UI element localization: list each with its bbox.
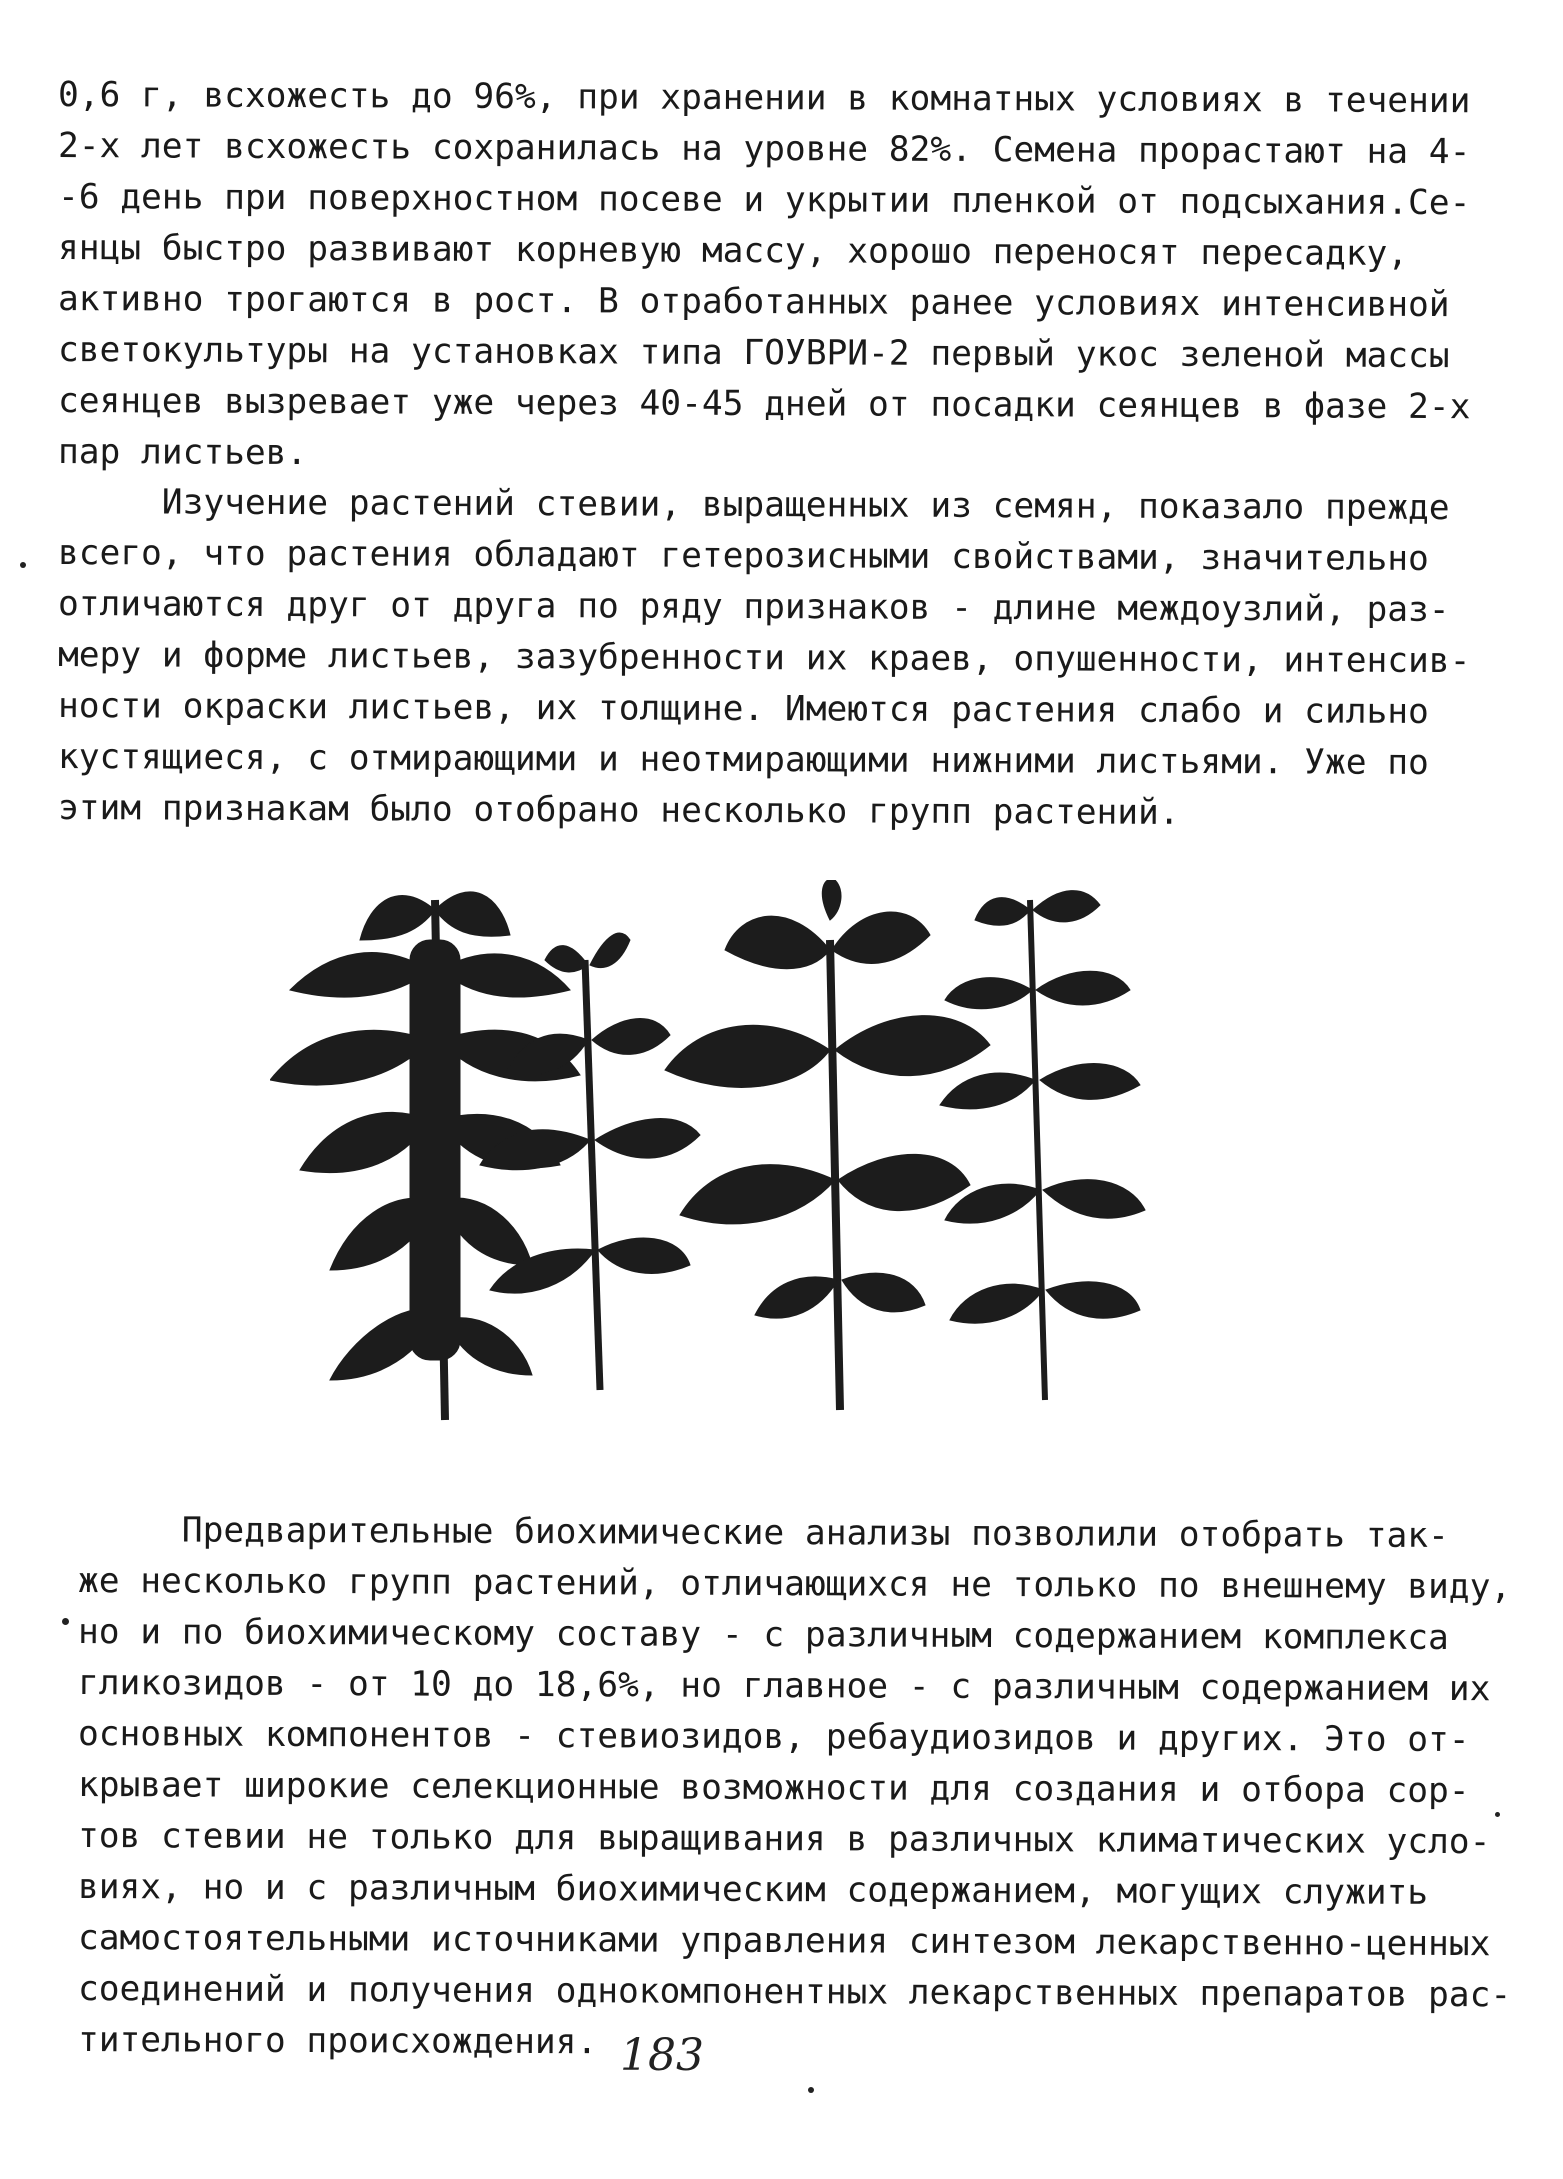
- text-line: Изучение растений стевии, выращенных из семян, показало прежде: [57, 482, 1450, 529]
- text-line: же несколько групп растений, отличающихся не только по внешнему виду,: [77, 1561, 1512, 1608]
- text-line: тов стевии не только для выращивания в различных климатических усло-: [77, 1816, 1491, 1863]
- plant-2: [480, 933, 700, 1390]
- stevia-plants-illustration: [270, 880, 1310, 1440]
- text-line: самостоятельными источниками управления синтезом лекарственно-ценных: [77, 1918, 1491, 1965]
- text-line: меру и форме листьев, зазубренности их краев, опушенности, интенсив-: [57, 635, 1471, 682]
- page-number: 183: [620, 2030, 704, 2081]
- text-line: -6 день при поверхностном посеве и укрытии пленкой от подсыхания.Се-: [57, 177, 1471, 224]
- text-line: янцы быстро развивают корневую массу, хорошо переносят пересадку,: [57, 228, 1409, 274]
- text-line: отличаются друг от друга по ряду признаков - длине междоузлий, раз-: [57, 584, 1450, 631]
- text-line: гликозидов - от 10 до 18,6%, но главное - с различным содержанием их: [77, 1663, 1491, 1710]
- text-line: основных компонентов - стевиозидов, ребаудиозидов и других. Это от-: [77, 1714, 1470, 1761]
- text-line: но и по биохимическому составу - с различным содержанием комплекса: [77, 1612, 1449, 1658]
- scan-speck: [62, 1618, 69, 1625]
- text-line: тительного происхождения.: [77, 2020, 598, 2063]
- text-line: сеянцев вызревает уже через 40-45 дней от посадки сеянцев в фазе 2-х: [57, 381, 1471, 428]
- plant-4: [940, 891, 1145, 1400]
- text-line: 0,6 г, всхожесть до 96%, при хранении в комнатных условиях в течении: [57, 75, 1471, 122]
- text-line: светокультуры на установках типа ГОУВРИ-2 первый укос зеленой массы: [57, 330, 1450, 377]
- text-line: Предварительные биохимические анализы позволили отобрать так-: [77, 1510, 1449, 1556]
- text-line: крывает широкие селекционные возможности для создания и отбора сор-: [77, 1765, 1470, 1812]
- text-line: кустящиеся, с отмирающими и неотмирающими нижними листьями. Уже по: [57, 737, 1429, 783]
- scan-speck: [808, 2087, 814, 2093]
- text-line: виях, но и с различным биохимическим содержанием, могущих служить: [77, 1867, 1429, 1913]
- text-line: активно трогаются в рост. В отработанных ранее условиях интенсивной: [57, 279, 1450, 326]
- text-line: 2-х лет всхожесть сохранилась на уровне 82%. Семена прорастают на 4-: [57, 126, 1471, 173]
- text-line: соединений и получения однокомпонентных лекарственных препаратов рас-: [77, 1969, 1512, 2016]
- text-line: ности окраски листьев, их толщине. Имеются растения слабо и сильно: [57, 686, 1429, 732]
- text-line: этим признакам было отобрано несколько групп растений.: [57, 788, 1180, 833]
- scan-speck: [20, 562, 26, 568]
- text-line: пар листьев.: [57, 432, 308, 474]
- plant-3: [665, 880, 990, 1410]
- scan-speck: [1495, 1812, 1500, 1817]
- text-line: всего, что растения обладают гетерозисными свойствами, значительно: [57, 533, 1429, 579]
